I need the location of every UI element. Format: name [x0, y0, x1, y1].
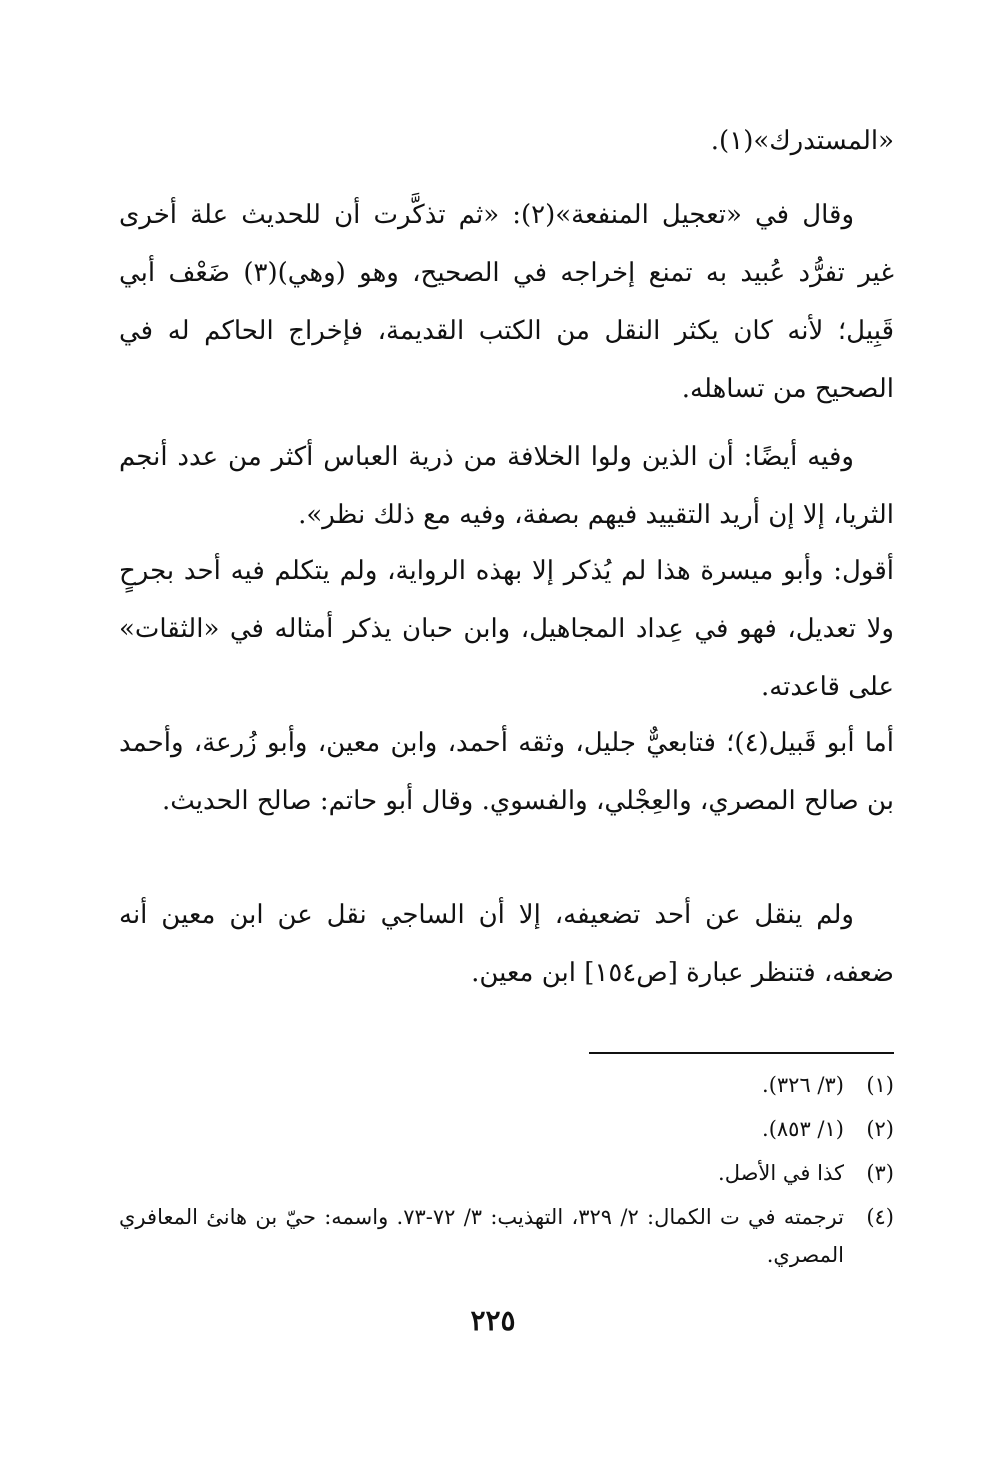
paragraph-text: وفيه أيضًا: أن الذين ولوا الخلافة من ذرية العباس أكثر من عدد أنجم الثريا، إلا إن أريد التقييد فيهم بصفة، وفيه مع ذلك نظر». — [119, 442, 894, 530]
footnote-number: (١) — [866, 1073, 894, 1097]
page-number: ٢٢٥ — [470, 1304, 516, 1337]
paragraph-mustadrak — [119, 112, 894, 170]
footnote-text: (٣/ ٣٢٦). — [762, 1073, 844, 1097]
footnote-item — [119, 1198, 894, 1274]
footnote-number: (٣) — [866, 1161, 894, 1185]
footnote-item — [119, 1110, 894, 1148]
paragraph-text: أما أبو قَبيل(٤)؛ فتابعيٌّ جليل، وثقه أحمد، وابن معين، وأبو زُرعة، وأحمد بن صالح المصري، والعِجْلي، والفسوي. وقال أبو حاتم: صالح الحديث. — [119, 728, 894, 816]
paragraph-abbasids — [119, 428, 894, 544]
footnote-text: كذا في الأصل. — [718, 1161, 844, 1185]
paragraph-tadif — [119, 886, 894, 1002]
footnote-item — [119, 1154, 894, 1192]
footnote-number: (٤) — [866, 1205, 894, 1229]
footnote-item — [119, 1066, 894, 1104]
footnote-number: (٢) — [866, 1117, 894, 1141]
footnotes — [119, 1066, 894, 1280]
footnote-divider — [589, 1052, 894, 1054]
paragraph-text: وقال في «تعجيل المنفعة»(٢): «ثم تذكَّرت أن للحديث علة أخرى غير تفرُّد عُبيد به تمنع إخراجه في الصحيح، وهو (وهي)(٣) ضَعْف أبي قَبِيل؛ لأنه كان يكثر النقل من الكتب القديمة، فإخراج الحاكم له في الصحيح من تساهله. — [119, 200, 894, 404]
paragraph-abu-maysara — [119, 542, 894, 716]
paragraph-text: ولم ينقل عن أحد تضعيفه، إلا أن الساجي نقل عن ابن معين أنه ضعفه، فتنظر عبارة [ص١٥٤] ابن معين. — [119, 900, 894, 988]
paragraph-text: «المستدرك»(١). — [710, 126, 894, 156]
paragraph-abu-qabil — [119, 714, 894, 830]
paragraph-text: أقول: وأبو ميسرة هذا لم يُذكر إلا بهذه الرواية، ولم يتكلم فيه أحد بجرحٍ ولا تعديل، فهو في عِداد المجاهيل، وابن حبان يذكر أمثاله في «الثقات» على قاعدته. — [119, 556, 894, 702]
footnote-text: ترجمته في ت الكمال: ٢/ ٣٢٩، التهذيب: ٣/ ٧٢-٧٣. واسمه: حيّ بن هانئ المعافري المصري. — [119, 1205, 844, 1267]
paragraph-tajil-almanfaa — [119, 186, 894, 418]
footnote-text: (١/ ٨٥٣). — [762, 1117, 844, 1141]
